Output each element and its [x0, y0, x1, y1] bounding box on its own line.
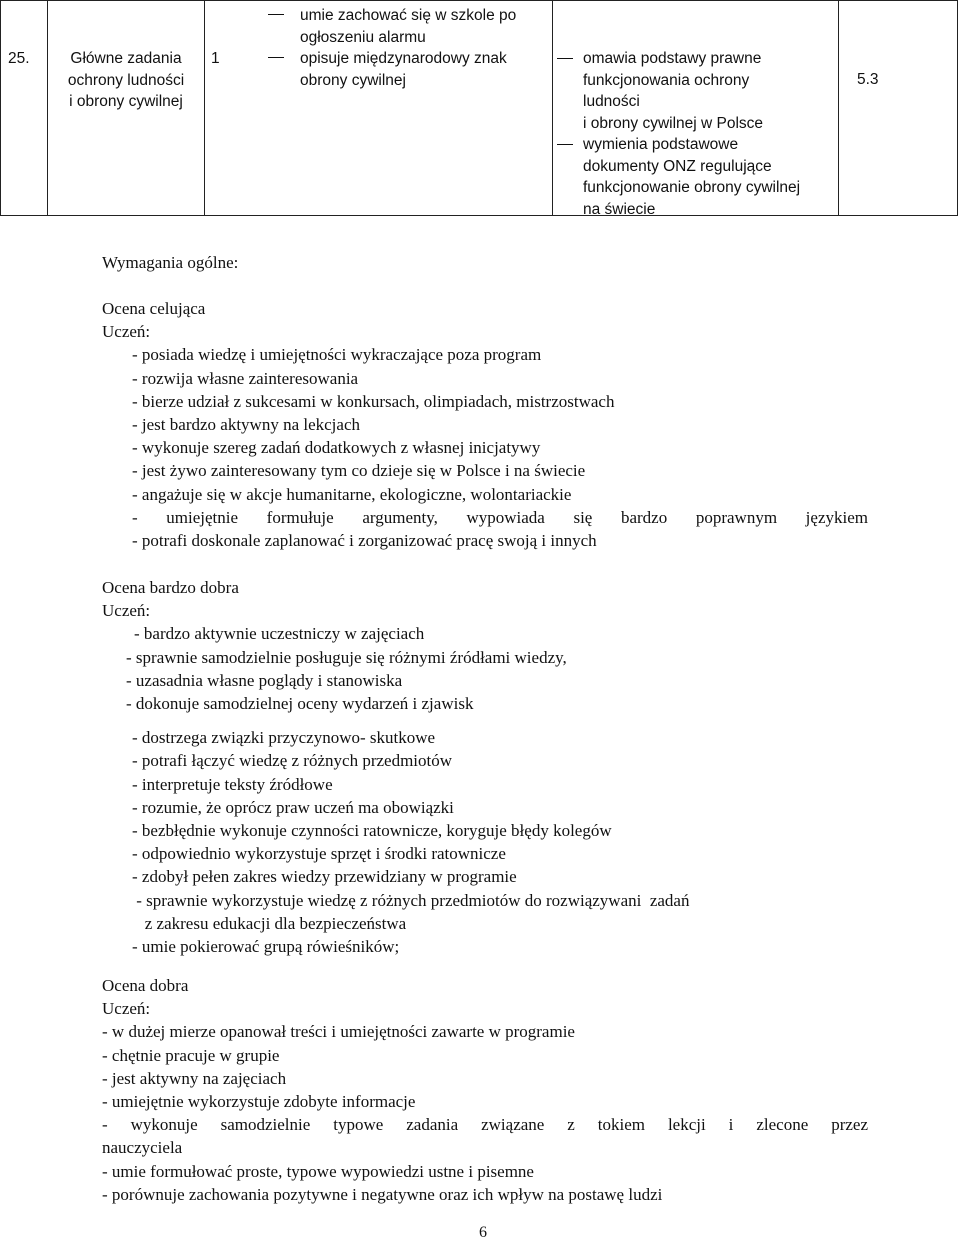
- skill-line: wymienia podstawowe: [583, 136, 739, 153]
- dash-icon: [557, 144, 573, 145]
- table-column-divider: [552, 1, 553, 215]
- list-item: - zdobył pełen zakres wiedzy przewidziany w programie: [132, 867, 517, 887]
- student-label: Uczeń:: [102, 322, 151, 342]
- dash-item: [242, 48, 548, 91]
- list-item: - dostrzega związki przyczynowo- skutkowe: [132, 728, 436, 748]
- topic-line: Główne zadania: [70, 50, 182, 67]
- hours-cell: 1: [211, 50, 220, 67]
- grade-very-good-section: [102, 576, 868, 958]
- skill-line: funkcjonowania ochrony: [583, 71, 750, 89]
- grade-title: Ocena celująca: [102, 299, 206, 318]
- dash-icon: [557, 58, 573, 59]
- skill-line: na świecie: [583, 200, 656, 218]
- list-item: - angażuje się w akcje humanitarne, ekologiczne, wolontariackie: [132, 484, 572, 504]
- list-item: - potrafi łączyć wiedzę z różnych przedmiotów: [132, 751, 453, 771]
- list-item: - sprawnie samodzielnie posługuje się różnymi źródłami wiedzy,: [126, 647, 567, 667]
- list-item: nauczyciela: [102, 1138, 183, 1158]
- knowledge-line: umie zachować się w szkole po: [300, 7, 517, 24]
- skill-line: dokumenty ONZ regulujące: [583, 157, 772, 175]
- list-item: - chętnie pracuje w grupie: [102, 1045, 280, 1065]
- knowledge-line: ogłoszeniu alarmu: [300, 28, 426, 46]
- skill-line: i obrony cywilnej w Polsce: [583, 114, 764, 132]
- dash-item: [242, 5, 548, 48]
- dash-icon: [268, 14, 284, 15]
- list-item: - w dużej mierze opanował treści i umiejętności zawarte w programie: [102, 1022, 575, 1042]
- student-label: Uczeń:: [102, 999, 151, 1019]
- list-item: - sprawnie wykorzystuje wiedzę z różnych przedmiotów do rozwiązywani zadań: [132, 890, 690, 910]
- dash-item: [557, 48, 835, 134]
- list-item: - porównuje zachowania pozytywne i negatywne oraz ich wpływ na postawę ludzi: [102, 1184, 663, 1204]
- table-column-divider: [838, 1, 839, 215]
- list-item: - umiejętnie wykorzystuje zdobyte informacje: [102, 1092, 416, 1112]
- list-item: - bardzo aktywnie uczestniczy w zajęciach: [134, 624, 425, 644]
- list-item: - bezbłędnie wykonuje czynności ratownicze, koryguje błędy kolegów: [132, 821, 612, 841]
- topic-line: ochrony ludności: [67, 71, 185, 89]
- dash-item: [557, 134, 835, 220]
- list-item: - uzasadnia własne poglądy i stanowiska: [126, 670, 403, 690]
- list-item: - odpowiednio wykorzystuje sprzęt i środki ratownicze: [132, 844, 506, 864]
- student-label: Uczeń:: [102, 601, 151, 621]
- knowledge-line: obrony cywilnej: [300, 71, 406, 89]
- list-item: - interpretuje teksty źródłowe: [132, 774, 333, 794]
- grade-good-section: [102, 974, 868, 1206]
- general-heading: Wymagania ogólne:: [102, 253, 239, 272]
- row-number: 25.: [8, 50, 30, 67]
- list-item: - jest bardzo aktywny na lekcjach: [132, 415, 360, 435]
- knowledge-line: opisuje międzynarodowy znak: [300, 50, 507, 67]
- list-item: - rozumie, że oprócz praw uczeń ma obowiązki: [132, 797, 454, 817]
- list-item: - dokonuje samodzielnej oceny wydarzeń i zjawisk: [126, 694, 474, 714]
- grade-title: Ocena bardzo dobra: [102, 578, 239, 597]
- table-column-divider: [47, 1, 48, 215]
- list-item: - bierze udział z sukcesami w konkursach, olimpiadach, mistrzostwach: [132, 391, 615, 411]
- dash-icon: [268, 57, 284, 58]
- list-item: - posiada wiedzę i umiejętności wykraczające poza program: [132, 345, 542, 365]
- list-item: - wykonuje samodzielnie typowe zadania związane z tokiem lekcji i zlecone przez: [102, 1115, 868, 1135]
- list-item: z zakresu edukacji dla bezpieczeństwa: [132, 913, 407, 933]
- list-item: - umie pokierować grupą rówieśników;: [132, 937, 400, 957]
- list-item: - umie formułować proste, typowe wypowiedzi ustne i pisemne: [102, 1161, 534, 1181]
- list-item: - jest aktywny na zajęciach: [102, 1068, 287, 1088]
- skill-line: ludności: [583, 93, 640, 110]
- topic-cell: [51, 48, 201, 113]
- grade-title: Ocena dobra: [102, 976, 189, 995]
- list-item: - wykonuje szereg zadań dodatkowych z własnej inicjatywy: [132, 438, 541, 458]
- skill-line: funkcjonowanie obrony cywilnej: [583, 179, 801, 196]
- curriculum-table: [0, 0, 958, 216]
- knowledge-cell: [242, 5, 548, 91]
- list-item: - potrafi doskonale zaplanować i zorganizować pracę swoją i innych: [132, 531, 597, 551]
- skill-line: omawia podstawy prawne: [583, 50, 762, 67]
- list-item: - jest żywo zainteresowany tym co dzieje się w Polsce i na świecie: [132, 461, 586, 481]
- skills-cell: [557, 48, 835, 220]
- topic-line: i obrony cywilnej: [69, 93, 183, 110]
- list-item: - umiejętnie formułuje argumenty, wypowiada się bardzo poprawnym językiem: [132, 507, 868, 527]
- list-item: - rozwija własne zainteresowania: [132, 368, 359, 388]
- table-column-divider: [204, 1, 205, 215]
- grade-excellent-section: [102, 297, 868, 552]
- reference-cell: 5.3: [857, 71, 879, 88]
- page-number: 6: [479, 1224, 487, 1241]
